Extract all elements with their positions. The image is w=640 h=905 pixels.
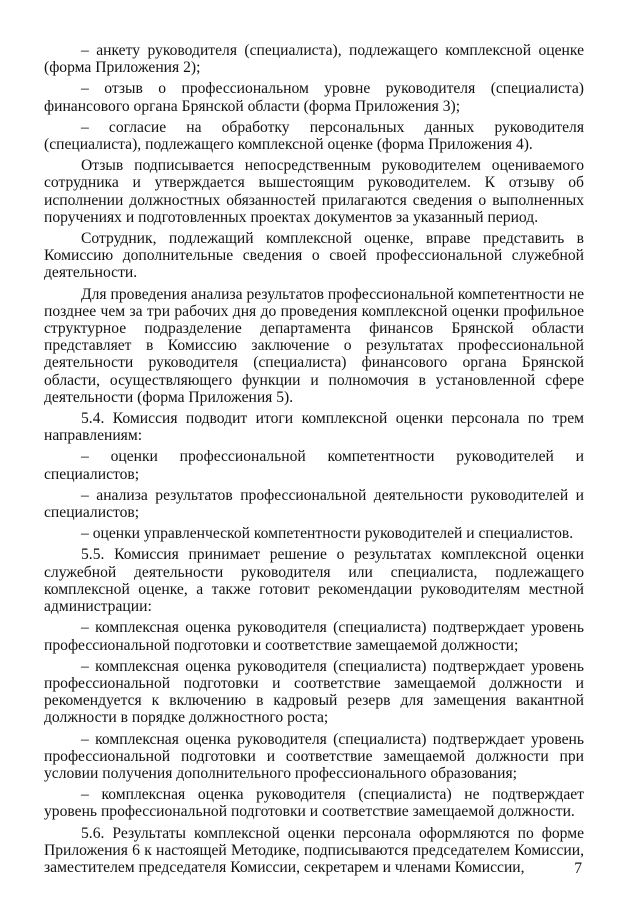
paragraph-decision-not-confirms: – комплексная оценка руководителя (специалиста) не подтверждает уровень профессиональной подготовки и соответствие замещаемой должности. — [44, 786, 584, 821]
paragraph-list-competence: – оценки профессиональной компетентности руководителей и специалистов; — [44, 448, 584, 483]
paragraph-decision-reserve: – комплексная оценка руководителя (специалиста) подтверждает уровень профессиональной подготовки и соответствие замещаемой должности и рекомендуется к включению в кадровый резерв для замещения вакантной должности в порядке должностного роста; — [44, 657, 584, 727]
page-number: 7 — [574, 860, 582, 877]
paragraph-section-5-5: 5.5. Комиссия принимает решение о результатах комплексной оценки служебной деятельности руководителя или специалиста, подлежащего комплексной оценке, а также готовит рекомендации руководителям местной администрации: — [44, 546, 584, 616]
paragraph-questionnaire: – анкету руководителя (специалиста), подлежащего комплексной оценке (форма Приложения 2); — [44, 42, 584, 77]
paragraph-review-signing: Отзыв подписывается непосредственным руководителем оцениваемого сотрудника и утверждается вышестоящим руководителем. К отзыву об исполнении должностных обязанностей прилагаются сведения о выполненных поручениях и подготовленных проектах документов за указанный период. — [44, 157, 584, 226]
paragraph-decision-confirms: – комплексная оценка руководителя (специалиста) подтверждает уровень профессиональной подготовки и соответствие замещаемой должности; — [44, 619, 584, 654]
paragraph-section-5-4: 5.4. Комиссия подводит итоги комплексной оценки персонала по трем направлениям: — [44, 410, 584, 445]
paragraph-review: – отзыв о профессиональном уровне руководителя (специалиста) финансового органа Брянской области (форма Приложения 3); — [44, 80, 584, 115]
paragraph-section-5-6: 5.6. Результаты комплексной оценки персонала оформляются по форме Приложения 6 к настоящей Методике, подписываются председателем Комиссии, заместителем председателя Комиссии, секретарем и членами Комиссии, — [44, 824, 584, 876]
paragraph-additional-info: Сотрудник, подлежащий комплексной оценке, вправе представить в Комиссию дополнительные сведения о своей профессиональной служебной деятельности. — [44, 230, 584, 282]
paragraph-competence-analysis: Для проведения анализа результатов профессиональной компетентности не позднее чем за три рабочих дня до проведения комплексной оценки профильное структурное подразделение департамента финансов Брянской области представляет в Комиссию заключение о результатах профессиональной деятельности руководителя (специалиста) финансового органа Брянской области, осуществляющего функции и полномочия в установленной сфере деятельности (форма Приложения 5). — [44, 285, 584, 406]
paragraph-list-activity-analysis: – анализа результатов профессиональной деятельности руководителей и специалистов; — [44, 486, 584, 522]
paragraph-list-managerial: – оценки управленческой компетентности руководителей и специалистов. — [81, 525, 574, 543]
paragraph-consent: – согласие на обработку персональных данных руководителя (специалиста), подлежащего комплексной оценке (форма Приложения 4). — [44, 118, 584, 154]
paragraph-decision-conditional: – комплексная оценка руководителя (специалиста) подтверждает уровень профессиональной подготовки и соответствие замещаемой должности при условии получения дополнительного профессионального образования; — [44, 730, 584, 782]
